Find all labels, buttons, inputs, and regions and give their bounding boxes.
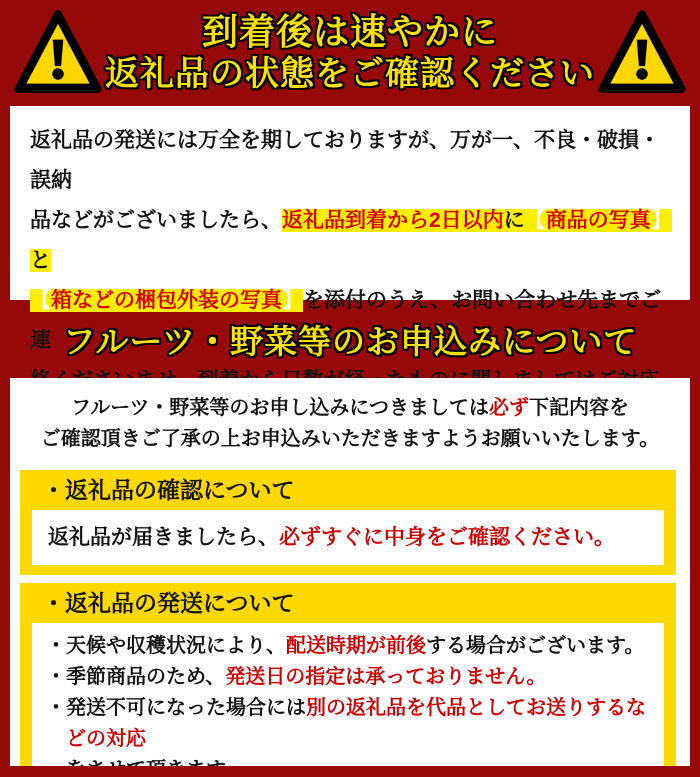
shipping-item-emphasis: 発送日の指定は承っておりません。: [225, 666, 547, 688]
check-section-body: [32, 510, 664, 565]
shipping-item: [46, 662, 652, 693]
header-title-line2: 返礼品の状態をご確認ください: [105, 55, 595, 94]
notice-highlight-deadline: 返礼品到着から2日以内: [282, 209, 504, 232]
notice-bracket: 】: [650, 209, 672, 232]
shipping-section-inner: [32, 623, 664, 777]
check-body-emphasis: 必ずすぐに中身をご確認ください。: [279, 526, 615, 549]
shipping-item-plain: ・季節商品のため、: [46, 666, 226, 688]
notice-highlight-product-photo: 商品の写真: [545, 209, 651, 232]
shipping-section-title: ・返礼品の発送について: [42, 590, 295, 616]
notice-highlight-package-photo: 箱などの梱包外装の写真: [51, 289, 282, 312]
warning-triangle-icon: [598, 9, 686, 95]
shipping-item: [46, 693, 652, 777]
notice-highlight-text: と: [30, 249, 51, 272]
request-note: [10, 393, 690, 455]
shipping-section-box: [20, 583, 676, 777]
lower-panel: [10, 378, 690, 766]
request-text-plain: フルーツ・野菜等のお申し込みにつきましては: [71, 397, 489, 419]
shipping-item-emphasis: 配送時期が前後: [286, 635, 426, 657]
shipping-item-plain: ・発送不可になった場合には: [46, 697, 306, 719]
notice-bracket: 】: [282, 289, 303, 312]
section-band: [0, 300, 700, 378]
notice-bracket: 【: [524, 209, 546, 232]
notice-text-plain: を添付のうえ、お問い合わせ先までご連: [30, 289, 662, 352]
header-banner: [0, 0, 700, 106]
section-band-title: フルーツ・野菜等のお申込みについて: [62, 322, 638, 360]
notice-text-plain: 返礼品の発送には万全を期しておりますが、万が一、不良・破損・誤納: [30, 129, 660, 192]
check-section-box: [20, 470, 676, 575]
request-text-emphasis: 必ず: [489, 397, 529, 419]
request-text-plain: ご確認頂きご了承の上お申込みいただきますようお願いいたします。: [40, 428, 660, 450]
shipping-item: [46, 631, 652, 662]
request-text-plain: 下記内容を: [529, 397, 629, 419]
check-body-plain: 返礼品が届きましたら、: [48, 526, 279, 549]
warning-triangle-icon: [14, 9, 102, 95]
shipping-item-plain: する場合がございます。: [426, 635, 645, 657]
bottom-border: [0, 766, 700, 777]
notice-highlight-text: に: [503, 209, 525, 232]
check-section-title: ・返礼品の確認について: [42, 477, 295, 503]
shipping-item-emphasis: 別の返礼品を代品としてお送りするなどの対応: [66, 697, 646, 750]
header-title-line1: 到着後は速やかに: [201, 11, 498, 53]
shipping-item-plain: ・天候や収穫状況により、: [46, 635, 286, 657]
shipping-section-body: [32, 623, 664, 777]
check-section-inner: [32, 510, 664, 565]
notice-text-plain: 品などがございましたら、: [30, 209, 282, 232]
notice-bracket: 【: [30, 289, 51, 312]
